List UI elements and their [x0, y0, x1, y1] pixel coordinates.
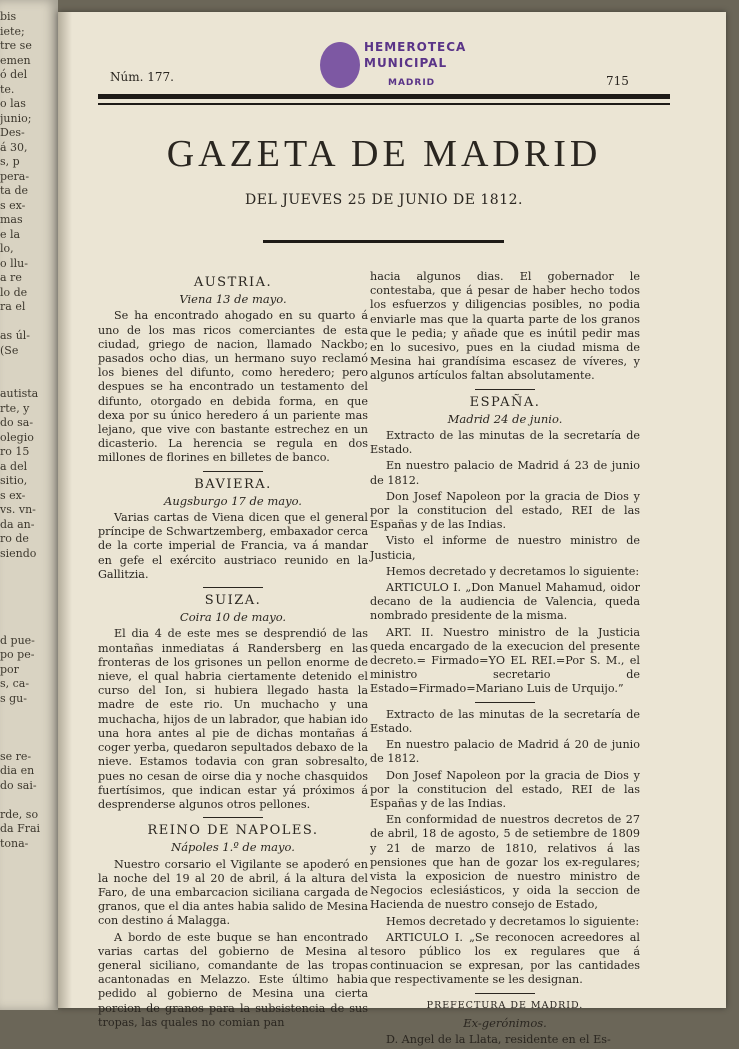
left-page-fragment: emen	[0, 53, 31, 67]
left-page-fragment: rte, y	[0, 401, 30, 415]
newspaper-page	[58, 12, 726, 1046]
left-page-fragment: iete;	[0, 24, 25, 38]
stamp-line-3: MADRID	[388, 78, 436, 88]
decree-paragraph: Hemos decretado y decretamos lo siguiente:	[386, 914, 640, 928]
newspaper-title: GAZETA DE MADRID	[166, 133, 602, 175]
section-heading-prefectura: PREFECTURA DE MADRID.	[426, 999, 584, 1011]
left-page-fragment: bis	[0, 10, 17, 23]
header-rule-thin	[98, 103, 670, 105]
article-napoles-1: Nuestro corsario el Vigilante se apoderó en la noche del 19 al 20 de abril, á la altura del Faro, de una embarcacion siciliana cargada de granos, que el dia antes habia salido de Mesina con destino á Malagga.	[98, 857, 368, 928]
separator	[203, 817, 263, 818]
left-page-fragment: dia en	[0, 764, 35, 777]
left-page-fragment: olegio	[0, 430, 34, 444]
decree-paragraph: En nuestro palacio de Madrid á 20 de junio de 1812.	[370, 738, 640, 766]
left-page-fragment: rde, so	[0, 807, 39, 821]
right-column	[370, 270, 640, 1049]
left-page-fragment	[0, 561, 58, 576]
left-page-fragment: e la	[0, 227, 21, 241]
dateline-coira: Coira 10 de mayo.	[179, 610, 287, 625]
left-page-fragment: da an-	[0, 517, 35, 531]
left-page-fragment: s ex-	[0, 198, 26, 212]
left-page-fragment: do sai-	[0, 778, 37, 792]
left-page-fragment: por	[0, 662, 19, 676]
decree-paragraph: Visto el informe de nuestro ministro de Justicia,	[370, 534, 640, 562]
left-page-fragment: pera-	[0, 169, 30, 183]
separator	[203, 471, 263, 472]
left-page-fragment	[0, 373, 58, 388]
stamp-line-2: MUNICIPAL	[364, 56, 448, 70]
left-page-fragment	[0, 590, 58, 605]
subheading-ex-geronimos: Ex-gerónimos.	[463, 1015, 547, 1030]
left-page-fragment: tona-	[0, 836, 29, 850]
left-page-fragment: ro 15	[0, 445, 30, 458]
dateline-napoles: Nápoles 1.º de mayo.	[171, 840, 295, 855]
left-page-fragment	[0, 576, 58, 591]
left-page-fragment: autista	[0, 387, 39, 400]
left-page-fragment	[0, 851, 58, 866]
decree-paragraph: En conformidad de nuestros decretos de 27 de abril, 18 de agosto, 5 de setiembre de 1809 y 21 de marzo de 1810, relativos á las pensiones que han de gozar los ex-regulares; vista la exposicion de nuestro ministro de Negocios eclesiásticos, y oida la seccion de Hacienda de nuestro consejo de Estado,	[370, 813, 640, 912]
left-page-fragment: lo,	[0, 242, 14, 255]
left-page-fragment: po pe-	[0, 648, 35, 661]
left-page-fragment: junio;	[0, 111, 32, 125]
list-entry: D. Angel de la Llata, residente en el Es-	[386, 1032, 611, 1046]
left-page-fragment	[0, 735, 58, 750]
left-page-fragment: ro de	[0, 532, 29, 545]
left-page-fragment: a del	[0, 459, 28, 473]
left-column	[98, 270, 368, 1032]
left-page-fragment: ó del	[0, 68, 28, 81]
decree-paragraph: Don Josef Napoleon por la gracia de Dios y por la constitucion del estado, REI de las Españas y de las Indias.	[370, 489, 640, 532]
left-page-fragment: se re-	[0, 749, 32, 763]
decree-article: ART. II. Nuestro ministro de la Justicia queda encargado de la execucion del presente decreto.= Firmado=YO EL REI.=Por S. M., el ministro secretario de Estado=Firmado=Mariano Luis de Urquijo.”	[370, 625, 640, 696]
left-page-fragment: do sa-	[0, 416, 34, 429]
left-page-fragment: siendo	[0, 546, 37, 560]
decree-paragraph: Don Josef Napoleon por la gracia de Dios y por la constitucion del estado, REI de las Españas y de las Indias.	[370, 768, 640, 810]
left-page-fragment: (Se	[0, 343, 19, 357]
separator	[203, 587, 263, 588]
left-page-fragment: Des-	[0, 126, 25, 139]
left-page-fragment	[0, 721, 58, 736]
left-page-fragment: vs. vn-	[0, 503, 36, 516]
page-gutter-shadow	[58, 12, 72, 1008]
library-stamp-seal-icon	[320, 42, 360, 88]
left-page-fragment: á 30,	[0, 140, 28, 154]
dateline-augsburgo: Augsburgo 17 de mayo.	[164, 493, 302, 508]
decree-paragraph: Extracto de las minutas de la secretaría de Estado.	[370, 707, 640, 735]
decree-article: ARTICULO I. „Don Manuel Mahamud, oidor decano de la audiencia de Valencia, queda nombrado presidente de la misma.	[370, 581, 640, 623]
section-heading-suiza: SUIZA.	[204, 593, 262, 609]
left-page-fragment	[0, 706, 58, 721]
section-heading-austria: AUSTRIA.	[193, 275, 273, 290]
left-page-fragment: te.	[0, 82, 15, 96]
left-page-fragment: a re	[0, 271, 22, 284]
decree-paragraph: En nuestro palacio de Madrid á 23 de junio de 1812.	[370, 459, 640, 487]
section-heading-baviera: BAVIERA.	[194, 476, 272, 492]
section-heading-napoles: REINO DE NAPOLES.	[147, 823, 319, 839]
left-page-fragment	[0, 358, 58, 373]
article-austria: Se ha encontrado ahogado en su quarto á uno de los mas ricos comerciantes de esta ciudad, griego de nacion, llamado Nackbo; pasados ocho dias, un hermano suyo reclamó los bienes del difunto, como heredero; pero despues se ha encontrado un testamento del difunto, otorgado en debida forma, en que dexa por su único heredero á un pariente mas lejano, que vive con bastante estrechez en un dicasterio. La herencia se regula en dos millones de florines en billetes de banco.	[98, 309, 368, 465]
left-page-fragment: s ex-	[0, 488, 26, 502]
left-page-fragment: tre se	[0, 39, 32, 52]
article-napoles-2: A bordo de este buque se han encontrado varias cartas del gobierno de Mesina al general siciliano, comandante de las tropas acantonadas en Melazzo. Este último habia pedido al gobierno de Mesina una cierta porcion de granos para la subsistencia de sus tropas, las quales no comian pan	[98, 930, 368, 1029]
article-baviera: Varias cartas de Viena dicen que el general príncipe de Schwartzemberg, embaxador cerca de la corte imperial de Francia, va á mandar en gefe el exército austriaco reunido en la Gallitzia.	[98, 511, 368, 581]
decree-paragraph: Extracto de las minutas de la secretaría de Estado.	[370, 429, 640, 457]
masthead-rule	[263, 240, 504, 243]
dateline-madrid: Madrid 24 de junio.	[447, 411, 563, 426]
left-page-fragment: o las	[0, 97, 26, 110]
left-page-fragment	[0, 315, 58, 330]
left-page-fragment: sitio,	[0, 474, 28, 487]
left-facing-page	[0, 0, 58, 1010]
left-page-fragment: s gu-	[0, 691, 27, 705]
decree-paragraph: Hemos decretado y decretamos lo siguiente:	[386, 564, 640, 578]
left-page-fragment: ta de	[0, 184, 29, 197]
left-page-fragment: da Frai	[0, 822, 41, 835]
issue-number: Núm. 177.	[110, 70, 174, 84]
separator	[475, 389, 535, 390]
left-page-fragment: s, p	[0, 155, 20, 168]
article-suiza: El dia 4 de este mes se desprendió de las montañas inmediatas á Randersberg en las fronteras de los grisones un pellon enorme de nieve, el qual habria ciertamente detenido el curso del Ion, si hubiera llegado hasta la madre de este rio. Un muchacho y una muchacha, hijos de un labrador, que habian ido una hora antes al pie de dichas montañas á coger yerba, quedaron sepultados debaxo de la nieve. Estamos todavia con gran sobresalto, pues no cesan de oirse dia y noche chasquidos fuertísimos, que indican estar yá próximos á desprenderse algunos otros pellones.	[98, 627, 368, 811]
separator	[475, 702, 535, 703]
left-page-fragment: as úl-	[0, 329, 31, 342]
left-page-fragment: o llu-	[0, 256, 28, 270]
left-page-fragment: mas	[0, 213, 23, 226]
left-page-fragment	[0, 605, 58, 620]
left-page-fragment	[0, 866, 58, 881]
section-heading-espana: ESPAÑA.	[469, 394, 541, 410]
left-page-fragment: s, ca-	[0, 677, 30, 690]
separator	[475, 993, 535, 994]
left-page-fragment: lo de	[0, 285, 28, 299]
left-page-fragment	[0, 619, 58, 634]
issue-date: DEL JUEVES 25 DE JUNIO DE 1812.	[245, 192, 523, 208]
left-page-fragment	[0, 793, 58, 808]
decree-article: ARTICULO I. „Se reconocen acreedores al tesoro público los ex regulares que á continuacion se expresan, por las cantidades que respectivamente se les designan.	[370, 930, 640, 987]
left-page-fragment: d pue-	[0, 633, 35, 647]
header-rule-thick	[98, 94, 670, 99]
page-number: 715	[606, 74, 629, 88]
left-page-fragment: ra el	[0, 300, 26, 313]
article-napoles-continued: hacia algunos dias. El gobernador le contestaba, que á pesar de haber hecho todos los esfuerzos y diligencias posibles, no podia enviarle mas que la quarta parte de los granos que le pedia; y añade que es inútil pedir mas en lo sucesivo, pues en la ciudad misma de Mesina hai grandísima escasez de víveres, y algunos artículos faltan absolutamente.	[370, 270, 640, 383]
dateline-viena: Viena 13 de mayo.	[179, 292, 287, 307]
stamp-line-1: HEMEROTECA	[364, 40, 467, 54]
left-page-text-fragments	[0, 0, 58, 880]
